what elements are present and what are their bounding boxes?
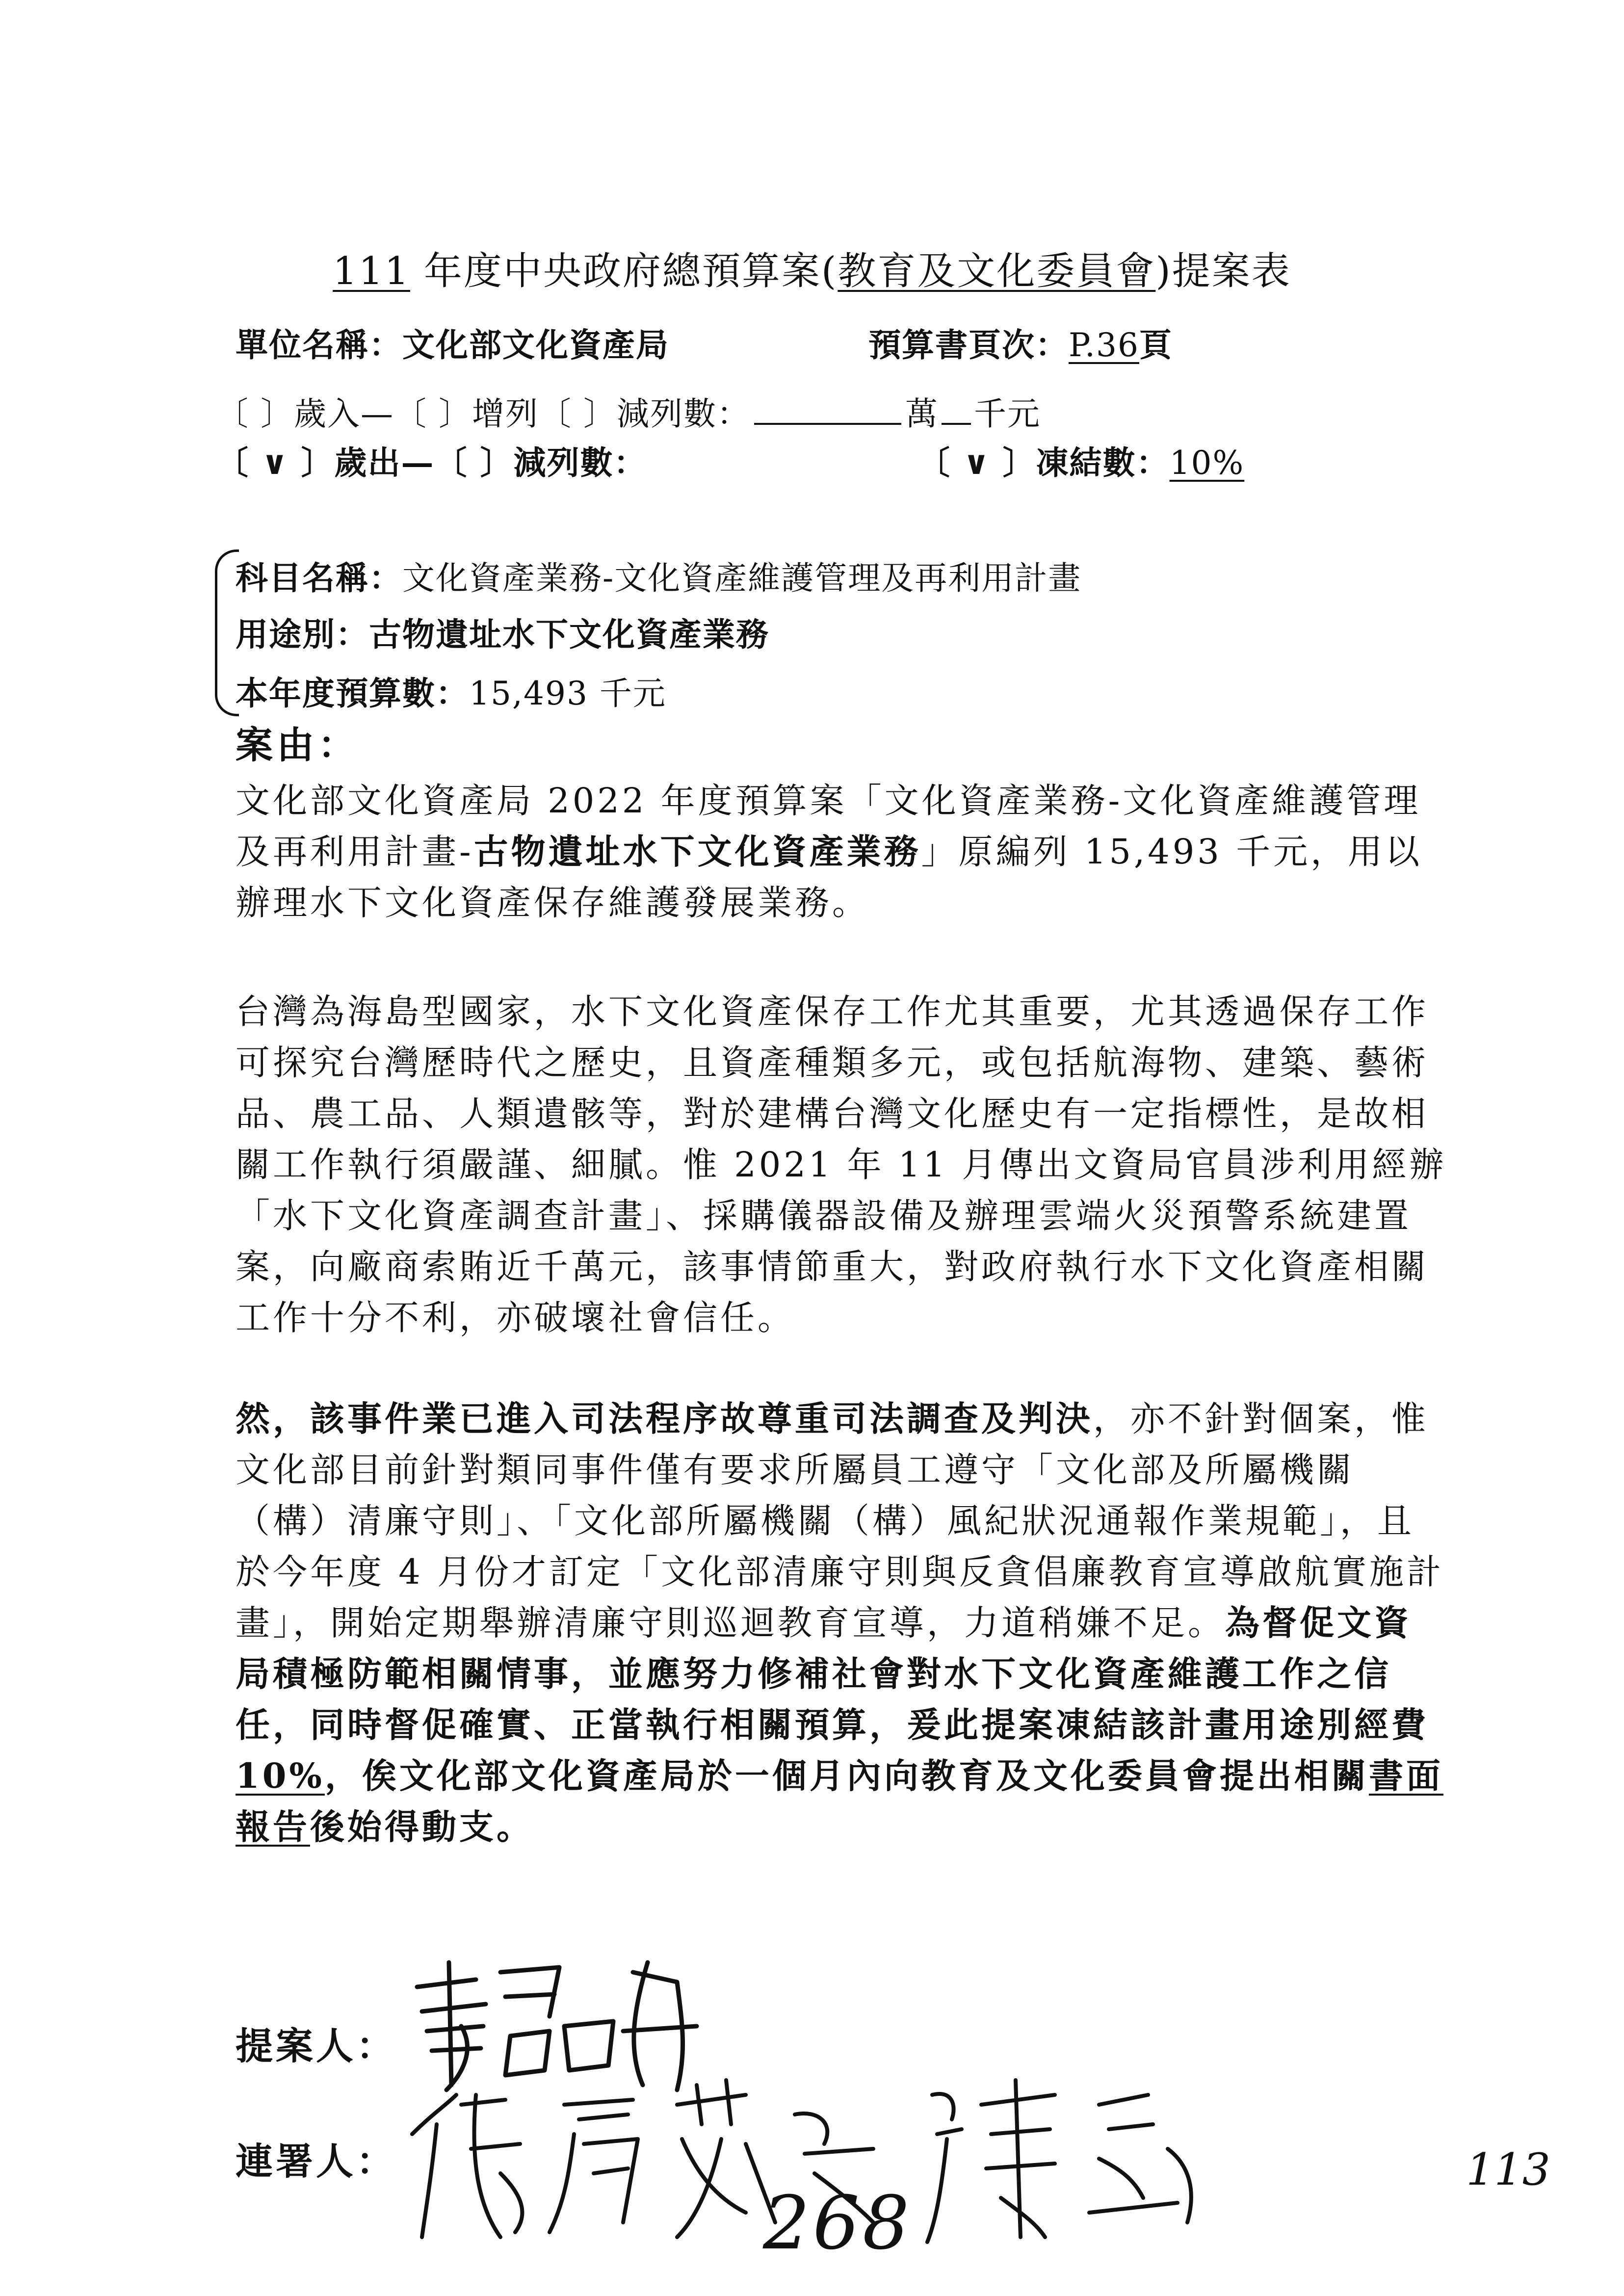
reason-paragraph-1: [236, 775, 1447, 928]
reason-paragraph-3: [236, 1393, 1447, 1852]
case-label: 案由：: [236, 723, 359, 767]
subject-label: 科目名稱：: [236, 559, 402, 597]
handwritten-stamp-number: 268: [763, 2181, 913, 2266]
page-title: [0, 240, 1624, 295]
p3-bold-a: 然，該事件業已進入司法程序故尊重司法調查及判決: [236, 1398, 1093, 1439]
p3-bold-d: 後始得動支。: [310, 1806, 534, 1847]
reason-paragraph-2: 台灣為海島型國家，水下文化資產保存工作尤其重要，尤其透過保存工作可探究台灣歷時代之歷史，且資產種類多元，或包括航海物、建築、藝術品、農工品、人類遺骸等，對於建構台灣文化歷史有一定指標性，是故相關工作執行須嚴謹、細膩。惟 2021 年 11 月傳出文資局官員涉利用經辦「水下文化資產調查計畫」、採購儀器設備及辦理雲端火災預警系統建置案，向廠商索賄近千萬元，該事情節重大，對政府執行水下文化資產相關工作十分不利，亦破壞社會信任。: [236, 991, 1447, 1338]
expenditure-text: 〔 ∨ 〕歲出—〔 〕減列數：: [216, 444, 647, 482]
p3-text-a: ，亦不針對個案，惟文化部目前針對類同事件僅有要求所屬員工遵守「文化部及所屬機關（構）清廉守則」、「文化部所屬機關（構）風紀狀況通報作業規範」，且於今年度 4 月份才訂定「文化部清廉守則與反貪倡廉教育宣導啟航實施計畫」，開始定期舉辦清廉守則巡迴教育宣導，力道稍嫌不足。: [236, 1399, 1444, 1643]
budget-line: [236, 667, 666, 714]
revenue-qian: 千元: [973, 395, 1041, 433]
revenue-text: 〔 〕歲入—〔 〕增列〔 〕減列數：: [216, 395, 750, 433]
title-prefix: 年度中央政府總預算案(: [410, 249, 838, 293]
p3-freeze-percent: 10%: [236, 1755, 325, 1796]
expenditure-line: [216, 437, 647, 483]
p1-text-a: 文化部文化資產局 2022 年度預算案「文化資產業務-文化資產維護管理及再利用計畫-: [236, 781, 1421, 872]
p1-bold: 古物遺址水下文化資產業務: [473, 831, 921, 872]
page-number: 113: [1466, 2144, 1550, 2195]
title-committee: 教育及文化委員會: [838, 249, 1156, 293]
subject-line: [236, 552, 1081, 599]
title-year: 111: [333, 249, 411, 293]
p1-text-b: 」原編列 15,493 千元，用以辦理水下文化資產保存維護發展業務。: [236, 832, 1423, 923]
revenue-qian-blank: [942, 398, 971, 425]
purpose-label: 用途別：: [236, 615, 369, 653]
budget-page-label: 預算書頁次：: [868, 326, 1069, 364]
freeze-line: [917, 437, 1244, 483]
subject-value: 文化資產業務-文化資產維護管理及再利用計畫: [402, 559, 1082, 597]
p3-written-report: 書面報告: [236, 1755, 1443, 1847]
unit-label: 單位名稱：: [236, 326, 402, 364]
budget-page-suffix: 頁: [1139, 326, 1173, 364]
purpose-line: [236, 608, 769, 655]
freeze-label: 〔 ∨ 〕凍結數：: [917, 444, 1170, 482]
cosigner-label: 連署人：: [236, 2139, 396, 2183]
unit-line: [236, 319, 669, 365]
title-suffix: )提案表: [1155, 249, 1291, 293]
freeze-value: 10%: [1169, 444, 1245, 482]
p3-bold-b: 為督促文資局積極防範相關情事，並應努力修補社會對水下文化資產維護工作之信任，同時督促確實、正當執行相關預算，爰此提案凍結該計畫用途別經費: [236, 1602, 1429, 1745]
budget-value: 15,493 千元: [469, 675, 666, 712]
revenue-line: [216, 388, 1041, 434]
p3-bold-c: ，俟文化部文化資產局於一個月內向教育及文化委員會提出相關: [324, 1755, 1369, 1796]
budget-label: 本年度預算數：: [236, 674, 469, 712]
revenue-wan: 萬: [905, 395, 939, 433]
budget-page-line: [868, 319, 1173, 365]
unit-name: 文化部文化資產局: [402, 326, 669, 364]
purpose-value: 古物遺址水下文化資產業務: [369, 615, 769, 653]
proposer-label: 提案人：: [236, 2024, 396, 2068]
revenue-wan-blank: [754, 398, 901, 425]
budget-page-value: P.36: [1069, 326, 1139, 364]
